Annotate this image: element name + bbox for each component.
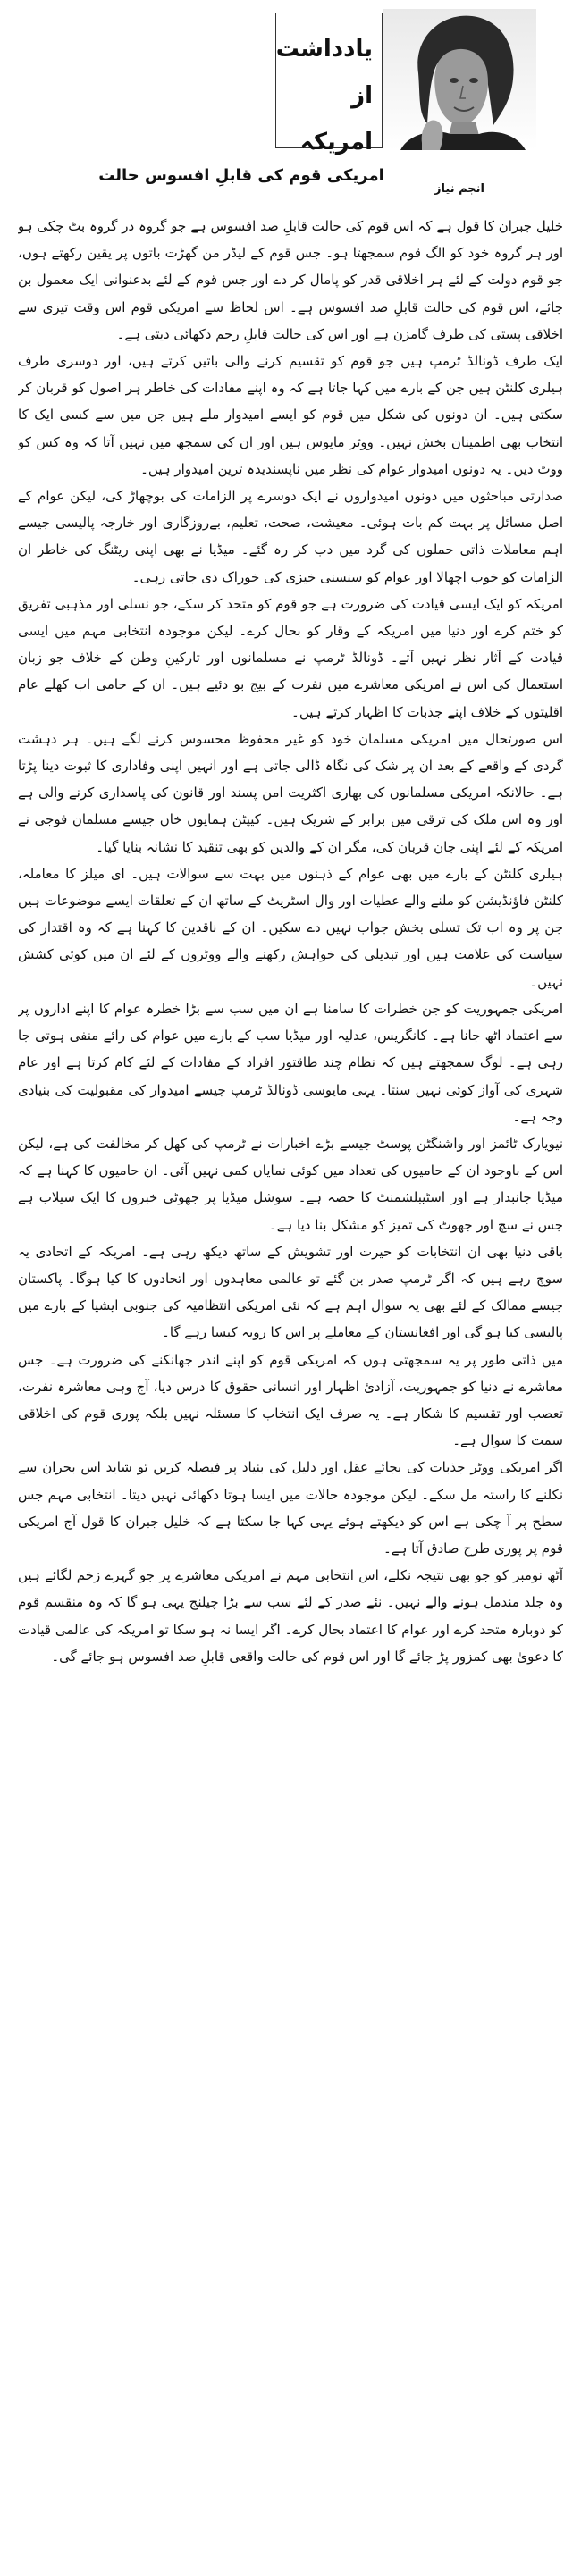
article-paragraph: ایک طرف ڈونالڈ ٹرمپ ہیں جو قوم کو تقسیم کرنے والی باتیں کرتے ہیں، اور دوسری طرف ہیلری کلنٹن ہیں جن کے بارے میں کہا جاتا ہے کہ وہ اپنے مفادات کی خاطر ہر اصول کو قربان کر سکتی ہیں۔ ان دونوں کی شکل میں قوم کو ایسے امیدوار ملے ہیں جن میں سے کسی ایک کا انتخاب بھی اطمینان بخش نہیں۔ ووٹر مایوس ہیں اور ان کی سمجھ میں نہیں آتا کہ وہ کس کو ووٹ دیں۔ یہ دونوں امیدوار عوام کی نظر میں ناپسندیدہ ترین امیدوار ہیں۔ bbox=[18, 353, 563, 477]
article-headline: امریکی قوم کی قابلِ افسوس حالت bbox=[98, 166, 384, 185]
article-paragraph: اگر امریکی ووٹر جذبات کی بجائے عقل اور دلیل کی بنیاد پر فیصلہ کریں تو شاید اس بحران سے نکلنے کا راستہ مل سکے۔ لیکن موجودہ حالات میں ایسا ہوتا دکھائی نہیں دیتا۔ انتخابی مہم جس سطح پر آ چکی ہے اس کو دیکھتے ہوئے یہی کہا جا سکتا ہے کہ خلیل جبران کا قول آج امریکی قوم پر پوری طرح صادق آتا ہے۔ bbox=[18, 1459, 563, 1557]
article-paragraph: امریکی جمہوریت کو جن خطرات کا سامنا ہے ان میں سب سے بڑا خطرہ عوام کا اپنے اداروں پر سے اعتماد اٹھ جانا ہے۔ کانگریس، عدلیہ اور میڈیا سب کے بارے میں عوام کی رائے منفی ہوتی جا رہی ہے۔ لوگ سمجھتے ہیں کہ نظام چند طاقتور افراد کے مفادات کے لئے کام کرتا ہے اور عام شہری کی آواز کوئی نہیں سنتا۔ یہی مایوسی ڈونالڈ ٹرمپ جیسے امیدوار کی مقبولیت کی بنیادی وجہ ہے۔ bbox=[18, 1000, 563, 1125]
author-portrait bbox=[383, 9, 536, 150]
article-body bbox=[18, 213, 563, 2554]
article-paragraph: اس صورتحال میں امریکی مسلمان خود کو غیر محفوظ محسوس کرنے لگے ہیں۔ ہر دہشت گردی کے واقعے کے بعد ان پر شک کی نگاہ ڈالی جاتی ہے اور انہیں اپنی وفاداری کا ثبوت دینا پڑتا ہے۔ حالانکہ امریکی مسلمانوں کی بھاری اکثریت امن پسند اور قانون کی پاسداری کرنے والی ہے اور وہ اس ملک کی ترقی میں برابر کے شریک ہیں۔ کیپٹن ہمایوں خان جیسے مسلمان فوجی نے امریکہ کے لئے اپنی جان قربان کی، مگر ان کے والدین کو بھی تنقید کا نشانہ بنایا گیا۔ bbox=[18, 730, 563, 855]
author-byline: انجم نیاز bbox=[434, 182, 484, 196]
column-title: یادداشت از امریکہ bbox=[275, 36, 373, 155]
article-paragraph: میں ذاتی طور پر یہ سمجھتی ہوں کہ امریکی قوم کو اپنے اندر جھانکنے کی ضرورت ہے۔ جس معاشرے نے دنیا کو جمہوریت، آزادیٔ اظہار اور انسانی حقوق کا درس دیا، آج وہی معاشرہ نفرت، تعصب اور تقسیم کا شکار ہے۔ یہ صرف ایک انتخاب کا مسئلہ نہیں بلکہ پوری قوم کی اخلاقی سمت کا سوال ہے۔ bbox=[18, 1351, 563, 1449]
column-header bbox=[0, 0, 581, 196]
article-paragraph: آٹھ نومبر کو جو بھی نتیجہ نکلے، اس انتخابی مہم نے امریکی معاشرے پر جو گہرے زخم لگائے ہیں وہ جلد مندمل ہونے والے نہیں۔ نئے صدر کے لئے سب سے بڑا چیلنج یہی ہو گا کہ وہ منقسم قوم کو دوبارہ متحد کرے اور عوام کا اعتماد بحال کرے۔ اگر ایسا نہ ہو سکا تو امریکہ کی عالمی قیادت کا دعویٰ بھی کمزور پڑ جائے گا اور اس قوم کی حالت واقعی قابلِ صد افسوس ہو جائے گی۔ bbox=[18, 1567, 563, 1665]
article-paragraph: صدارتی مباحثوں میں دونوں امیدواروں نے ایک دوسرے پر الزامات کی بوچھاڑ کی، لیکن عوام کے اصل مسائل پر بہت کم بات ہوئی۔ معیشت، صحت، تعلیم، بےروزگاری اور خارجہ پالیسی جیسے اہم معاملات ذاتی حملوں کی گرد میں دب کر رہ گئے۔ میڈیا نے بھی اپنی ریٹنگ کی خاطر ان الزامات کو خوب اچھالا اور عوام کو سنسنی خیزی کی خوراک دی جاتی رہی۔ bbox=[18, 488, 563, 585]
article-paragraph: ہیلری کلنٹن کے بارے میں بھی عوام کے ذہنوں میں بہت سے سوالات ہیں۔ ای میلز کا معاملہ، کلنٹن فاؤنڈیشن کو ملنے والے عطیات اور وال اسٹریٹ کے ساتھ ان کے تعلقات ایسے موضوعات ہیں جن پر وہ اب تک تسلی بخش جواب نہیں دے سکیں۔ ان کے ناقدین کا کہنا ہے کہ وہ اقتدار کی سیاست کی علامت ہیں اور تبدیلی کی خواہش رکھنے والے ووٹروں کے لئے ان میں کوئی کشش نہیں۔ bbox=[18, 865, 563, 990]
article-paragraph: باقی دنیا بھی ان انتخابات کو حیرت اور تشویش کے ساتھ دیکھ رہی ہے۔ امریکہ کے اتحادی یہ سوچ رہے ہیں کہ اگر ٹرمپ صدر بن گئے تو عالمی معاہدوں اور اتحادوں کا کیا ہوگا۔ پاکستان جیسے ممالک کے لئے بھی یہ سوال اہم ہے کہ نئی امریکی انتظامیہ کی جنوبی ایشیا کے بارے میں پالیسی کیا ہو گی اور افغانستان کے معاملے پر اس کا رویہ کیسا رہے گا۔ bbox=[18, 1243, 563, 1341]
article-paragraph: امریکہ کو ایک ایسی قیادت کی ضرورت ہے جو قوم کو متحد کر سکے، جو نسلی اور مذہبی تفریق کو ختم کرے اور دنیا میں امریکہ کے وقار کو بحال کرے۔ لیکن موجودہ انتخابی مہم میں ایسی قیادت کے آثار نظر نہیں آتے۔ ڈونالڈ ٹرمپ نے مسلمانوں اور تارکینِ وطن کے خلاف جو زبان استعمال کی اس نے امریکی معاشرے میں نفرت کے بیج بو دئیے ہیں۔ ان کے حامی اب کھلے عام اقلیتوں کے خلاف اپنے جذبات کا اظہار کرتے ہیں۔ bbox=[18, 595, 563, 720]
column-title-box bbox=[275, 13, 383, 155]
article-paragraph: نیویارک ٹائمز اور واشنگٹن پوسٹ جیسے بڑے اخبارات نے ٹرمپ کی کھل کر مخالفت کی ہے، لیکن اس کے باوجود ان کے حامیوں کی تعداد میں کوئی نمایاں کمی نہیں آئی۔ ان حامیوں کا کہنا ہے کہ میڈیا جانبدار ہے اور اسٹیبلشمنٹ کا حصہ ہے۔ سوشل میڈیا پر جھوٹی خبروں کا ایک سیلاب ہے جس نے سچ اور جھوٹ کی تمیز کو مشکل بنا دیا ہے۔ bbox=[18, 1135, 563, 1233]
article-paragraph: خلیل جبران کا قول ہے کہ اس قوم کی حالت قابلِ صد افسوس ہے جو گروہ در گروہ بٹ چکی ہو اور ہر گروہ خود کو الگ قوم سمجھتا ہو۔ جس قوم کے لیڈر من گھڑت باتوں پر یقین رکھتے ہوں، جو قوم دولت کے لئے ہر اخلاقی قدر کو پامال کر دے اور جس قوم کے لئے بدعنوانی ایک معمول بن جائے، اس قوم کی حالت قابلِ صد افسوس ہے۔ اس لحاظ سے امریکی قوم اس وقت تیزی سے اخلاقی پستی کی طرف گامزن ہے اور اس کی حالت قابلِ رحم دکھائی دیتی ہے۔ bbox=[18, 218, 563, 342]
